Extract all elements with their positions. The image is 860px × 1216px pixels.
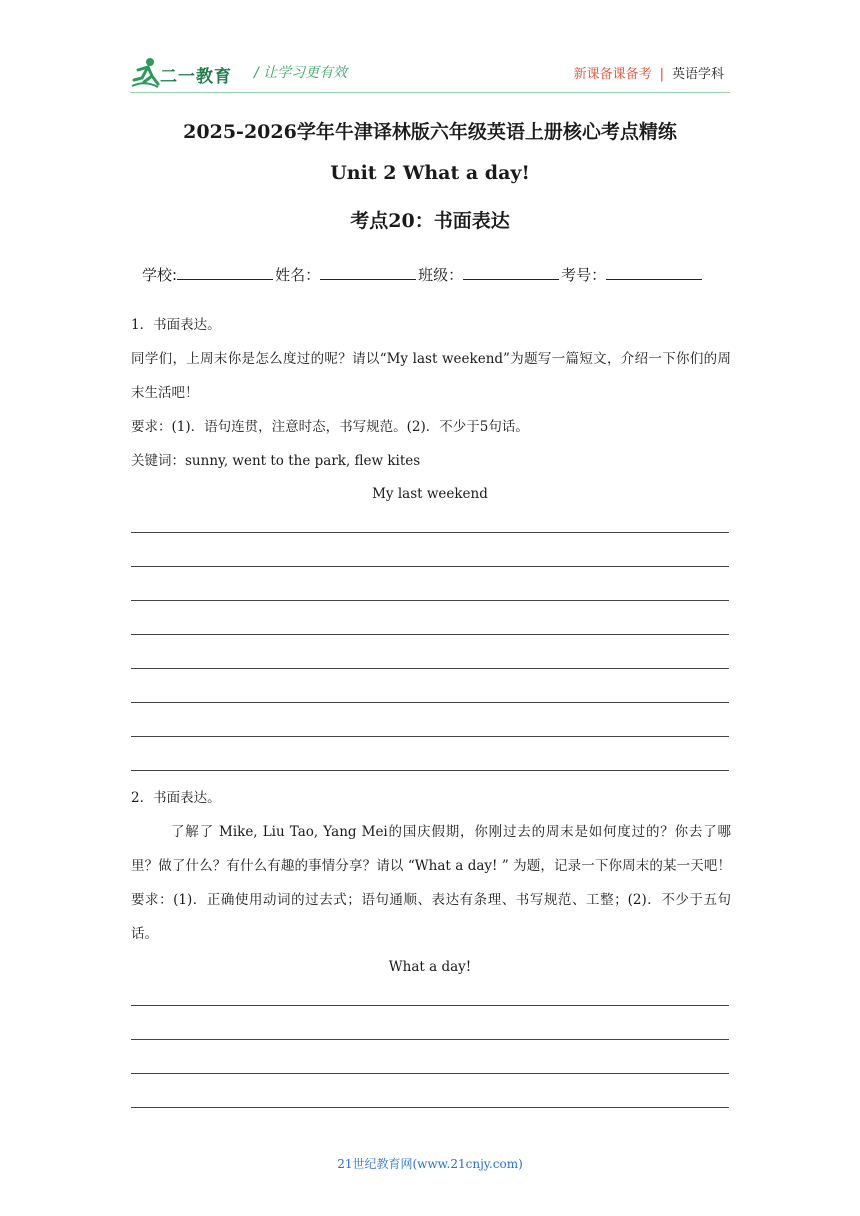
- q2-prompt: 了解了 Mike, Liu Tao, Yang Mei的国庆假期，你刚过去的周末是如何度过的？你去了哪里？做了什么？有什么有趣的事情分享？请以 “What a day! ” 为题，记录一下你周末的某一天吧！要求：(1)．正确使用动词的过去式；语句通顺、表达有条理、书写规范、工整；(2)．不少于五句话。: [131, 824, 731, 942]
- q1-heading: 1．书面表达。: [131, 317, 221, 333]
- class-field[interactable]: [463, 265, 559, 280]
- q1-requirements: 要求：(1)．语句连贯，注意时态，书写规范。(2)．不少于5句话。: [131, 419, 529, 435]
- q2-essay-title: What a day!: [388, 959, 472, 975]
- header-right: [574, 63, 724, 82]
- footer-link[interactable]: 21世纪教育网(www.21cnjy.com): [337, 1157, 523, 1171]
- q1-prompt: 同学们，上周末你是怎么度过的呢？请以“My last weekend”为题写一篇短文，介绍一下你们的周末生活吧！: [131, 351, 731, 401]
- q1-writing-line[interactable]: [131, 634, 729, 635]
- page-title: 2025-2026学年牛津译林版六年级英语上册核心考点精练: [183, 121, 677, 143]
- header-subject-label: 英语学科: [671, 67, 724, 82]
- q2-writing-line[interactable]: [131, 1039, 729, 1040]
- topic-title: 考点20：书面表达: [350, 210, 510, 232]
- q1-keywords: 关键词：sunny, went to the park, flew kites: [131, 453, 421, 469]
- name-label: 姓名：: [275, 266, 321, 284]
- school-field[interactable]: [177, 265, 273, 280]
- q2-heading: 2．书面表达。: [131, 790, 221, 806]
- q1-essay-title: My last weekend: [372, 486, 488, 502]
- q1-writing-line[interactable]: [131, 668, 729, 669]
- number-field[interactable]: [606, 265, 702, 280]
- unit-title: Unit 2 What a day!: [330, 162, 530, 184]
- page-header: [130, 56, 730, 92]
- header-divider: [130, 92, 730, 93]
- q1-writing-line[interactable]: [131, 770, 729, 771]
- slogan: / 让学习更有效: [254, 65, 348, 81]
- name-field[interactable]: [320, 265, 416, 280]
- q2-writing-line[interactable]: [131, 1073, 729, 1074]
- q1-writing-line[interactable]: [131, 736, 729, 737]
- header-separator: |: [659, 67, 664, 82]
- logo: [130, 56, 250, 90]
- q2-writing-line[interactable]: [131, 1005, 729, 1006]
- number-label: 考号：: [561, 266, 607, 284]
- q1-writing-line[interactable]: [131, 532, 729, 533]
- q2-writing-line[interactable]: [131, 1107, 729, 1108]
- logo-text: 二一教育: [160, 67, 232, 87]
- runner-logo-icon: [130, 56, 160, 90]
- school-label: 学校:: [142, 266, 178, 284]
- header-course-label: 新课备课备考: [573, 67, 652, 82]
- student-info: [142, 264, 704, 285]
- q1-writing-line[interactable]: [131, 566, 729, 567]
- q1-writing-line[interactable]: [131, 600, 729, 601]
- q1-writing-line[interactable]: [131, 702, 729, 703]
- class-label: 班级：: [418, 266, 464, 284]
